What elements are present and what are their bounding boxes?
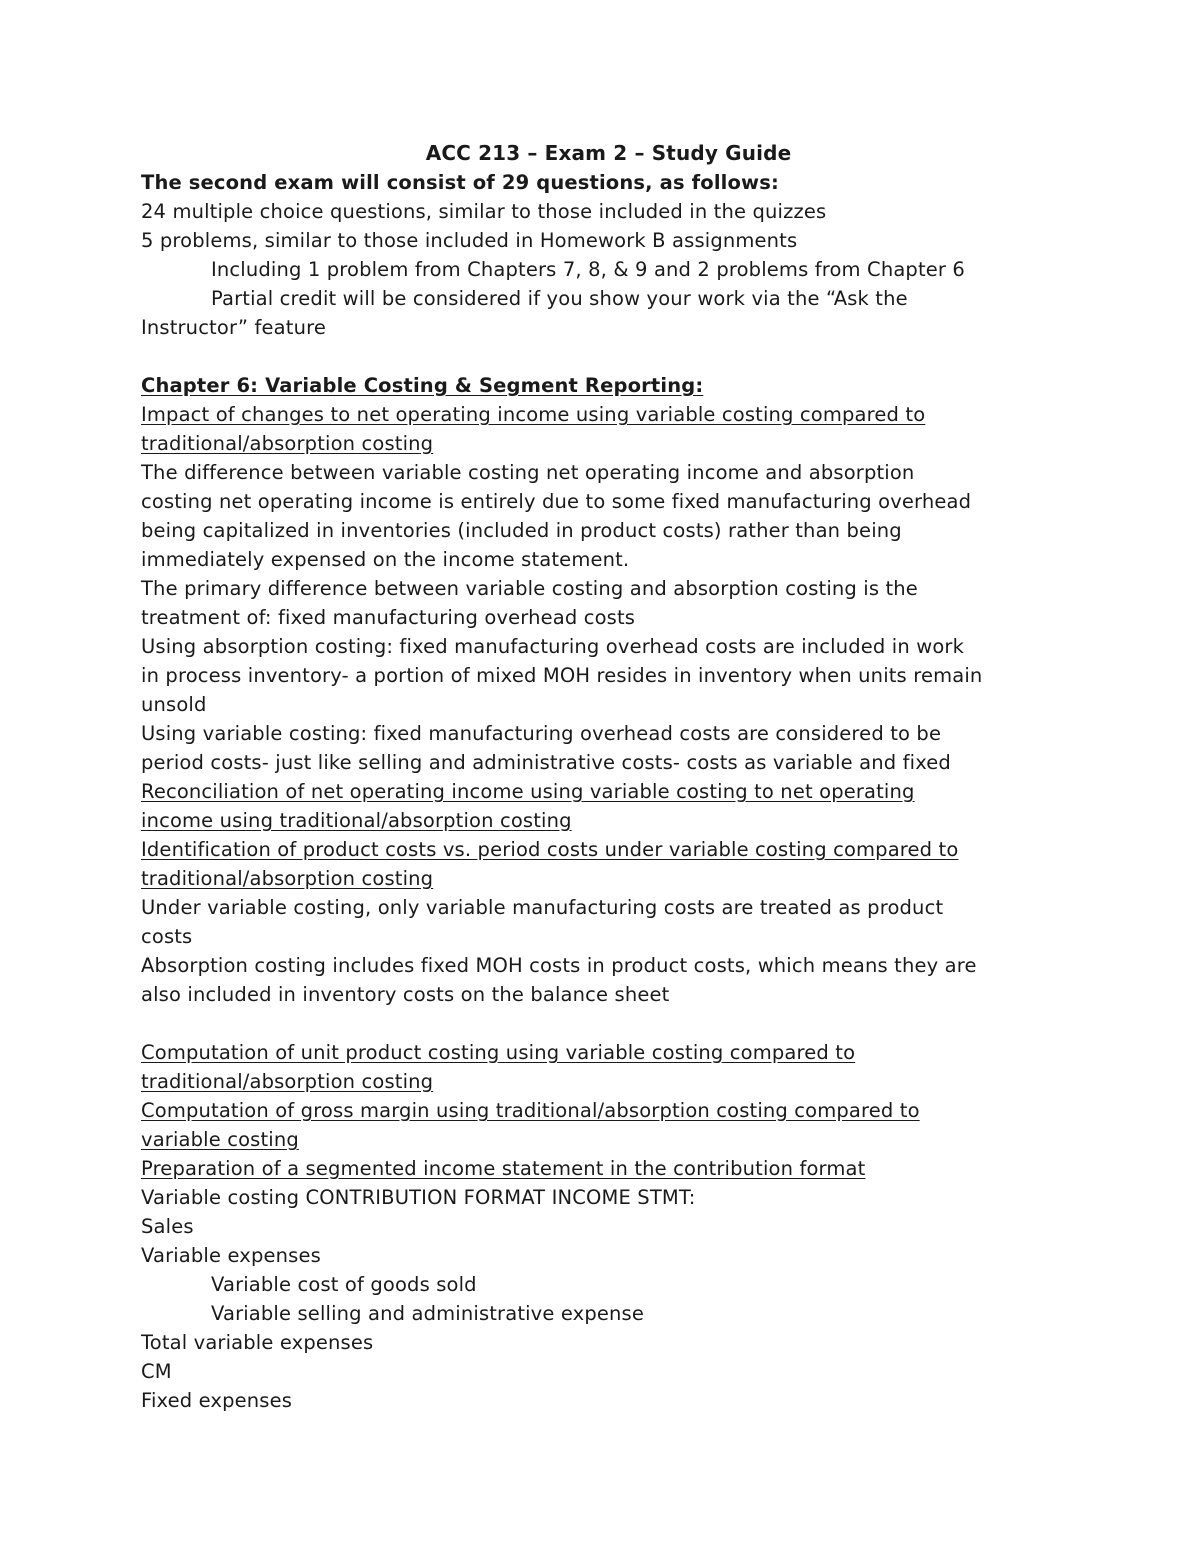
para-2-line-b: treatment of: fixed manufacturing overhead costs: [141, 606, 636, 629]
statement-fixed-expenses: Fixed expenses: [141, 1389, 293, 1412]
topic-5-line-a: Computation of gross margin using traditional/absorption costing compared to: [141, 1099, 920, 1122]
para-4-line-a: Using variable costing: fixed manufacturing overhead costs are considered to be: [141, 722, 942, 745]
para-2-line-a: The primary difference between variable costing and absorption costing is the: [141, 577, 918, 600]
para-5-line-b: costs: [141, 925, 193, 948]
statement-variable-cogs: Variable cost of goods sold: [211, 1273, 477, 1296]
statement-total-variable: Total variable expenses: [141, 1331, 374, 1354]
para-5-line-a: Under variable costing, only variable manufacturing costs are treated as product: [141, 896, 944, 919]
intro-sub-line-2a: Partial credit will be considered if you show your work via the “Ask the: [211, 287, 908, 310]
document-page: [141, 139, 1076, 1415]
topic-4-line-a: Computation of unit product costing using variable costing compared to: [141, 1041, 856, 1064]
topic-6-line: Preparation of a segmented income statement in the contribution format: [141, 1157, 866, 1180]
chapter-heading: Chapter 6: Variable Costing & Segment Reporting:: [141, 374, 704, 397]
para-3-line-c: unsold: [141, 693, 207, 716]
intro-problems-line: 5 problems, similar to those included in Homework B assignments: [141, 229, 798, 252]
para-1-line-a: The difference between variable costing net operating income and absorption: [141, 461, 915, 484]
statement-variable-sae: Variable selling and administrative expense: [211, 1302, 645, 1325]
statement-sales: Sales: [141, 1215, 194, 1238]
para-6-line-b: also included in inventory costs on the balance sheet: [141, 983, 670, 1006]
topic-2-line-a: Reconciliation of net operating income using variable costing to net operating: [141, 780, 915, 803]
intro-sub-line-1: Including 1 problem from Chapters 7, 8, & 9 and 2 problems from Chapter 6: [211, 258, 965, 281]
para-3-line-a: Using absorption costing: fixed manufacturing overhead costs are included in work: [141, 635, 965, 658]
statement-variable-expenses: Variable expenses: [141, 1244, 321, 1267]
intro-heading: The second exam will consist of 29 questions, as follows:: [141, 171, 779, 194]
statement-heading: Variable costing CONTRIBUTION FORMAT INCOME STMT:: [141, 1186, 696, 1209]
para-1-line-c: being capitalized in inventories (included in product costs) rather than being: [141, 519, 902, 542]
para-1-line-b: costing net operating income is entirely due to some fixed manufacturing overhead: [141, 490, 972, 513]
para-3-line-b: in process inventory- a portion of mixed MOH resides in inventory when units remain: [141, 664, 983, 687]
topic-4-line-b: traditional/absorption costing: [141, 1070, 434, 1093]
document-title: ACC 213 – Exam 2 – Study Guide: [425, 141, 792, 165]
topic-5-line-b: variable costing: [141, 1128, 299, 1151]
topic-3-line-a: Identification of product costs vs. period costs under variable costing compared to: [141, 838, 959, 861]
para-6-line-a: Absorption costing includes fixed MOH costs in product costs, which means they are: [141, 954, 977, 977]
intro-mc-line: 24 multiple choice questions, similar to those included in the quizzes: [141, 200, 827, 223]
blank-line: [141, 1009, 1076, 1038]
topic-3-line-b: traditional/absorption costing: [141, 867, 434, 890]
topic-2-line-b: income using traditional/absorption costing: [141, 809, 572, 832]
topic-1-line-b: traditional/absorption costing: [141, 432, 434, 455]
blank-line: [141, 342, 1076, 371]
statement-cm: CM: [141, 1360, 172, 1383]
topic-1-line-a: Impact of changes to net operating income using variable costing compared to: [141, 403, 926, 426]
para-1-line-d: immediately expensed on the income statement.: [141, 548, 630, 571]
para-4-line-b: period costs- just like selling and administrative costs- costs as variable and fixed: [141, 751, 951, 774]
intro-sub-line-2b: Instructor” feature: [141, 316, 326, 339]
